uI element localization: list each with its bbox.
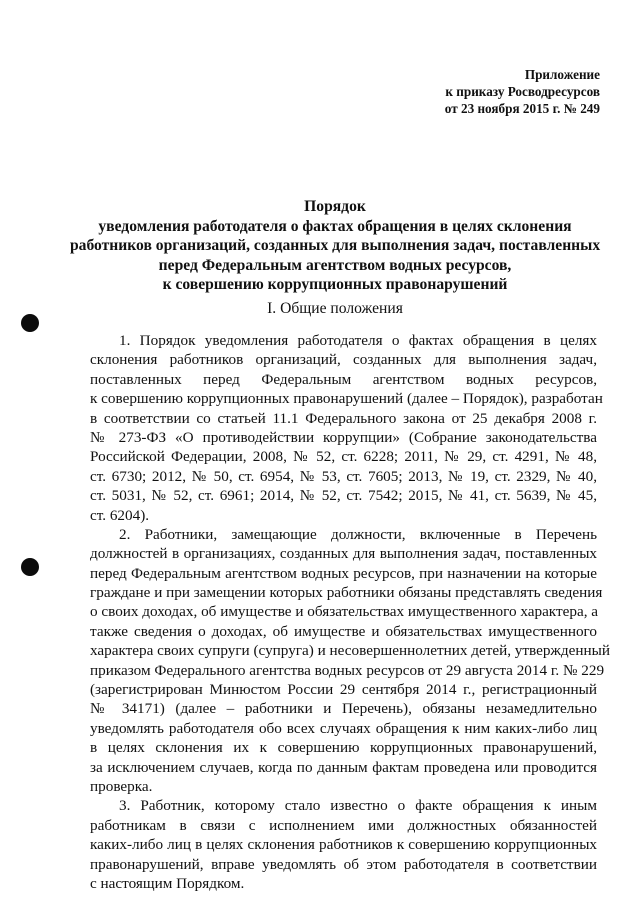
text-line: каких-либо лиц в целях склонения работников к совершению коррупционных	[90, 836, 597, 854]
text-line: ст. 6730; 2012, № 50, ст. 6954, № 53, ст. 7605; 2013, № 19, ст. 2329, № 40,	[90, 467, 597, 485]
section-heading: I. Общие положения	[267, 300, 403, 317]
text-line: проверка.	[90, 777, 153, 795]
text-line: ст. 5031, № 52, ст. 6961; 2014, № 52, ст. 7542; 2015, № 41, ст. 5639, № 45,	[90, 487, 597, 505]
appendix-order-ref: к приказу Росводресурсов	[445, 84, 600, 99]
text-line: должностей в организациях, созданных для выполнения задач, поставленных	[90, 545, 597, 563]
text-line: приказом Федерального агентства водных ресурсов от 29 августа 2014 г. № 229	[90, 661, 605, 679]
text-line: о своих доходах, об имуществе и обязательствах имущественного характера, а	[90, 603, 599, 621]
paragraph-2	[90, 525, 610, 796]
title-line: работников организаций, созданных для выполнения задач, поставленных	[70, 237, 601, 254]
text-line: 2. Работники, замещающие должности, включенные в Перечень	[119, 525, 597, 543]
text-line: № 273-ФЗ «О противодействии коррупции» (Собрание законодательства	[90, 428, 597, 446]
punch-hole	[21, 558, 39, 576]
text-line: работникам в связи с исполнением ими должностных обязанностей	[90, 816, 597, 834]
text-line: уведомлять работодателя обо всех случаях обращения к ним каких-либо лиц	[90, 719, 597, 737]
text-line: также сведения о доходах, об имуществе и обязательствах имущественного	[90, 622, 597, 640]
title-line: к совершению коррупционных правонарушений	[162, 276, 508, 293]
text-line: 3. Работник, которому стало известно о факте обращения к иным	[119, 797, 597, 815]
text-line: Российской Федерации, 2008, № 52, ст. 6228; 2011, № 29, ст. 4291, № 48,	[90, 448, 597, 466]
title-line: перед Федеральным агентством водных ресурсов,	[158, 256, 512, 274]
text-line: в целях склонения их к совершению коррупционных правонарушений,	[90, 739, 597, 757]
text-line: за исключением случаев, когда по данным фактам проведена или проводится	[90, 758, 597, 776]
title-line: уведомления работодателя о фактах обращения в целях склонения	[98, 217, 572, 235]
appendix-label: Приложение	[524, 67, 600, 82]
paragraph-3	[90, 796, 597, 893]
text-line: склонения работников организаций, созданных для выполнения задач,	[90, 351, 597, 369]
text-line: 1. Порядок уведомления работодателя о фактах обращения в целях	[119, 332, 597, 349]
body-text	[90, 331, 610, 893]
punch-hole	[21, 314, 39, 332]
appendix-header	[300, 66, 600, 117]
text-line: граждане и при замещении которых работники обязаны представлять сведения	[90, 584, 603, 602]
text-line: (зарегистрирован Минюстом России 29 сентября 2014 г., регистрационный	[90, 681, 597, 699]
paragraph-1	[90, 331, 603, 525]
text-line: правонарушений, вправе уведомлять об этом работодателя в соответствии	[90, 855, 597, 873]
text-line: поставленных перед Федеральным агентством водных ресурсов,	[90, 370, 597, 388]
text-line: характера своих супруги (супруга) и несовершеннолетних детей, утвержденный	[90, 642, 610, 660]
text-line: перед Федеральным агентством водных ресурсов, при назначении на которые	[90, 564, 597, 582]
text-line: № 34171) (далее – работники и Перечень), обязаны незамедлительно	[90, 700, 597, 718]
text-line: в соответствии со статьей 11.1 Федерального закона от 25 декабря 2008 г.	[90, 409, 597, 427]
text-line: с настоящим Порядком.	[90, 874, 245, 892]
text-line: к совершению коррупционных правонарушений (далее – Порядок), разработан	[90, 390, 603, 408]
document-title	[70, 197, 600, 295]
text-line: ст. 6204).	[90, 506, 150, 524]
title-line: Порядок	[304, 198, 366, 215]
appendix-order-date: от 23 ноября 2015 г. № 249	[444, 101, 600, 116]
